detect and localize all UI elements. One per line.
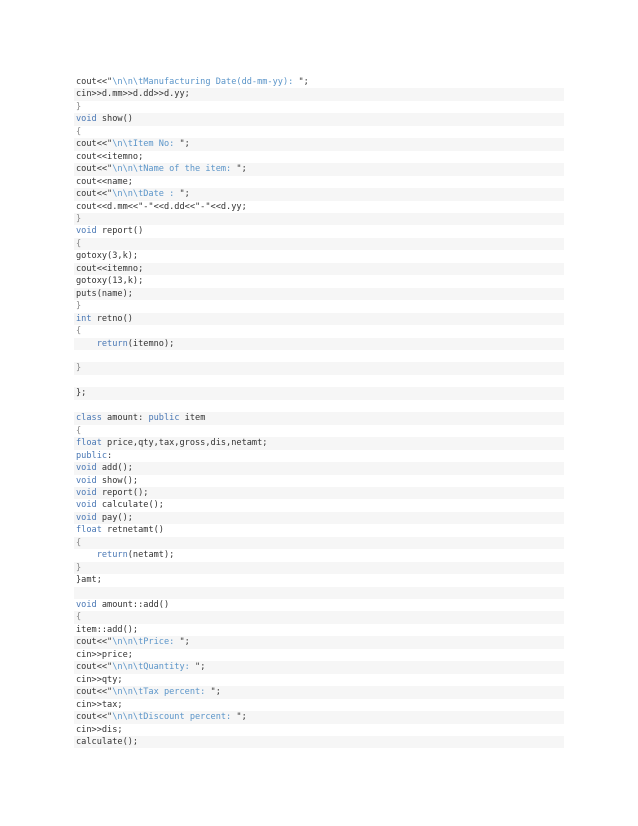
code-text: (itemno); bbox=[127, 338, 175, 349]
code-line bbox=[74, 250, 564, 262]
code-line bbox=[74, 724, 564, 736]
code-text: "; bbox=[179, 189, 190, 200]
code-keyword: void bbox=[76, 463, 97, 474]
code-line bbox=[74, 562, 564, 574]
code-text: calculate(); bbox=[96, 500, 164, 511]
code-line bbox=[74, 201, 564, 213]
code-line bbox=[74, 225, 564, 237]
code-keyword: void bbox=[76, 487, 97, 498]
code-text: cout<<itemno; bbox=[76, 263, 144, 274]
code-line bbox=[74, 238, 564, 250]
code-text: item::add(); bbox=[76, 624, 139, 635]
code-keyword: void bbox=[76, 114, 97, 125]
code-line bbox=[74, 537, 564, 549]
code-text: cin>>qty; bbox=[76, 674, 123, 685]
code-line bbox=[74, 88, 564, 100]
code-brace: { bbox=[76, 326, 82, 337]
code-text: cout<<" bbox=[76, 637, 113, 648]
code-text: pay(); bbox=[96, 512, 133, 523]
code-line bbox=[74, 686, 564, 698]
code-text: }; bbox=[76, 388, 87, 399]
code-keyword: void bbox=[76, 512, 97, 523]
code-line bbox=[74, 101, 564, 113]
code-text: gotoxy(13,k); bbox=[76, 276, 144, 287]
code-text: "; bbox=[236, 712, 247, 723]
code-line bbox=[74, 611, 564, 623]
code-brace: { bbox=[76, 425, 82, 436]
code-line bbox=[74, 674, 564, 686]
code-text: cout<<itemno; bbox=[76, 151, 144, 162]
code-line bbox=[74, 275, 564, 287]
code-line bbox=[74, 350, 564, 362]
code-text: "; bbox=[179, 637, 190, 648]
code-line bbox=[74, 138, 564, 150]
code-text: cout<<" bbox=[76, 687, 113, 698]
code-brace: } bbox=[76, 363, 82, 374]
code-string: \n\n\tDiscount percent: bbox=[112, 712, 237, 723]
code-text: }amt; bbox=[76, 575, 102, 586]
code-text: retnetamt() bbox=[101, 525, 164, 536]
code-brace: } bbox=[76, 213, 82, 224]
code-brace: { bbox=[76, 238, 82, 249]
code-text: puts(name); bbox=[76, 288, 133, 299]
code-text: cout<<d.mm<<"-"<<d.dd<<"-"<<d.yy; bbox=[76, 201, 247, 212]
code-text bbox=[76, 339, 97, 349]
code-line bbox=[74, 475, 564, 487]
code-line bbox=[74, 288, 564, 300]
code-line bbox=[74, 400, 564, 412]
code-keyword: void bbox=[76, 600, 97, 611]
code-string: \n\n\tDate : bbox=[112, 189, 180, 200]
code-brace: } bbox=[76, 101, 82, 112]
code-line bbox=[74, 462, 564, 474]
code-line bbox=[74, 300, 564, 312]
code-keyword: void bbox=[76, 500, 97, 511]
code-keyword: float bbox=[76, 438, 102, 449]
code-string: \n\n\tManufacturing Date(dd-mm-yy): bbox=[112, 77, 299, 87]
code-line bbox=[74, 711, 564, 723]
code-line bbox=[74, 325, 564, 337]
code-string: \n\tItem No: bbox=[112, 139, 180, 150]
code-text: retno() bbox=[91, 313, 133, 324]
code-line bbox=[74, 487, 564, 499]
code-text: : bbox=[107, 450, 113, 461]
code-text: "; bbox=[179, 139, 190, 150]
code-line bbox=[74, 113, 564, 125]
code-text: cin>>price; bbox=[76, 649, 133, 660]
code-string: \n\n\tQuantity: bbox=[112, 662, 196, 673]
code-string: \n\n\tName of the item: bbox=[112, 164, 237, 175]
code-line bbox=[74, 313, 564, 325]
code-line bbox=[74, 512, 564, 524]
code-brace: } bbox=[76, 301, 82, 312]
code-line bbox=[74, 362, 564, 374]
code-brace: { bbox=[76, 537, 82, 548]
code-line bbox=[74, 699, 564, 711]
code-line bbox=[74, 599, 564, 611]
code-text: cout<<" bbox=[76, 164, 113, 175]
code-text: cin>>d.mm>>d.dd>>d.yy; bbox=[76, 89, 190, 100]
code-keyword: int bbox=[76, 313, 92, 324]
code-listing bbox=[74, 76, 564, 748]
code-text: cin>>dis; bbox=[76, 724, 123, 735]
code-text: cout<<" bbox=[76, 662, 113, 673]
code-line bbox=[74, 213, 564, 225]
code-line bbox=[74, 151, 564, 163]
code-text: amount::add() bbox=[96, 600, 170, 611]
code-text: add(); bbox=[96, 463, 133, 474]
code-text: cin>>tax; bbox=[76, 699, 123, 710]
code-keyword: float bbox=[76, 525, 102, 536]
code-line bbox=[74, 425, 564, 437]
code-text: cout<<name; bbox=[76, 176, 133, 187]
code-keyword: void bbox=[76, 475, 97, 486]
code-text: amount: bbox=[101, 413, 149, 424]
code-line bbox=[74, 437, 564, 449]
code-line bbox=[74, 163, 564, 175]
code-keyword: class bbox=[76, 413, 102, 424]
code-text bbox=[76, 550, 97, 560]
code-text: price,qty,tax,gross,dis,netamt; bbox=[101, 438, 268, 449]
code-text: cout<<" bbox=[76, 77, 113, 87]
code-line bbox=[74, 661, 564, 673]
code-text: cout<<" bbox=[76, 189, 113, 200]
code-line bbox=[74, 499, 564, 511]
code-text: item bbox=[179, 413, 206, 424]
code-line bbox=[74, 736, 564, 748]
code-text: "; bbox=[298, 77, 309, 87]
code-line bbox=[74, 375, 564, 387]
code-line bbox=[74, 636, 564, 648]
code-text: show(); bbox=[96, 475, 139, 486]
code-brace: } bbox=[76, 562, 82, 573]
code-line bbox=[74, 263, 564, 275]
code-line bbox=[74, 176, 564, 188]
code-line bbox=[74, 524, 564, 536]
code-line bbox=[74, 574, 564, 586]
code-text: cout<<" bbox=[76, 139, 113, 150]
code-brace: { bbox=[76, 612, 82, 623]
code-text: "; bbox=[236, 164, 247, 175]
code-line bbox=[74, 412, 564, 424]
code-text: report() bbox=[96, 226, 144, 237]
code-brace: { bbox=[76, 126, 82, 137]
code-text: report(); bbox=[96, 487, 149, 498]
code-keyword: public bbox=[76, 450, 108, 461]
code-line bbox=[74, 549, 564, 561]
code-keyword: void bbox=[76, 226, 97, 237]
code-text: cout<<" bbox=[76, 712, 113, 723]
code-text: "; bbox=[195, 662, 206, 673]
code-line bbox=[74, 387, 564, 399]
code-text: (netamt); bbox=[127, 550, 175, 561]
code-keyword: return bbox=[96, 338, 128, 349]
code-line bbox=[74, 188, 564, 200]
code-text: "; bbox=[210, 687, 221, 698]
code-string: \n\n\tTax percent: bbox=[112, 687, 211, 698]
code-line bbox=[74, 450, 564, 462]
code-line bbox=[74, 76, 564, 88]
code-line bbox=[74, 126, 564, 138]
code-line bbox=[74, 338, 564, 350]
code-keyword: return bbox=[96, 550, 128, 561]
code-line bbox=[74, 649, 564, 661]
code-line bbox=[74, 587, 564, 599]
code-line bbox=[74, 624, 564, 636]
code-string: \n\n\tPrice: bbox=[112, 637, 180, 648]
code-text: gotoxy(3,k); bbox=[76, 251, 139, 262]
code-keyword: public bbox=[148, 413, 180, 424]
code-text: calculate(); bbox=[76, 737, 139, 748]
code-text: show() bbox=[96, 114, 133, 125]
